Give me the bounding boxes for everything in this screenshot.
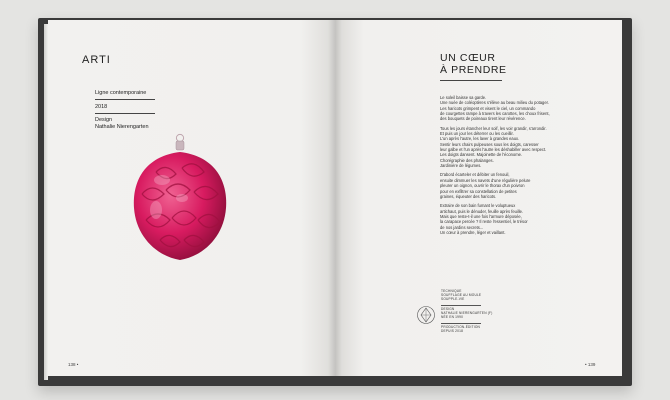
- credits-block: [415, 290, 495, 334]
- cristallerie-logo-icon: [416, 305, 436, 325]
- technique-value: SOUPPLE-VIE: [441, 296, 465, 301]
- poem-line: de nos jardins secrets...: [440, 224, 484, 230]
- design-label: Design: [95, 117, 113, 124]
- product-meta: [95, 90, 155, 131]
- right-page-title: [440, 52, 560, 81]
- title-line-2: À PRENDRE: [440, 64, 507, 76]
- artichoke-ornament-icon: [126, 132, 234, 266]
- technique-label: TECHNIQUE: [441, 289, 462, 293]
- product-year: 2018: [95, 103, 108, 110]
- poem-stanza: [440, 172, 590, 199]
- book-gutter: [328, 20, 342, 376]
- credit-technique: [441, 290, 495, 302]
- right-page-number: • 139: [585, 362, 596, 367]
- design-value: NATHALIE NIERENGARTEN (F): [441, 311, 493, 316]
- poem-line: Chorégraphie des phalanges.: [440, 157, 494, 163]
- title-line-1: UN CŒUR: [440, 52, 496, 64]
- poem-stanza: [440, 126, 590, 169]
- poem-line: Une nuée de coléoptères s'élève au beau milieu du potager.: [440, 100, 549, 106]
- poem-stanza: [440, 95, 590, 122]
- poem-line: pleurer un oignon, ouvrir le thorax d'un poivron: [440, 183, 525, 189]
- production-label: PRODUCTION-ÉDITION: [441, 325, 481, 330]
- credits-divider: [441, 305, 481, 306]
- poem-line: Les doigts dansent. Majoinette de l'économe.: [440, 152, 523, 158]
- poem-line: graines, équeuter des haricots.: [440, 193, 497, 199]
- poem-line: D'abord écarteler et débiter un fenouil,: [440, 172, 510, 178]
- poem-line: ensuite dimmuer les navets d'une régulière pelure: [440, 177, 531, 183]
- product-line: Ligne contemporaine: [95, 90, 147, 96]
- poem-stanza: [440, 203, 590, 235]
- poem-line: Jardinière de légumes.: [440, 163, 482, 169]
- poem-line: L'un après l'autre, les laver à grandes eaux.: [440, 136, 520, 142]
- production-value: DEPUIS 2018: [441, 329, 464, 334]
- poem-line: pour en exfiltrer sa constellation de petites: [440, 188, 517, 194]
- poem-line: des bouquets de poireaux tirent leur révérence.: [440, 116, 526, 122]
- meta-divider: [95, 113, 155, 114]
- poem-line: Un cœur à prendre, léger et vaillant.: [440, 229, 506, 235]
- poem-line: la carapace percée ? Il reste l'essentiel, le trésor: [440, 219, 528, 225]
- poem-line: Le soleil baisse sa garde.: [440, 95, 487, 100]
- poem-line: Sentir leurs chairs pulpeuses sous les doigts, caresser: [440, 141, 539, 147]
- poem-line: Et puis un jour les déterrer ou les cueillir.: [440, 131, 514, 137]
- meta-divider: [95, 99, 155, 100]
- left-page-title: ARTI: [82, 54, 111, 66]
- poem-line: de courgettes rampe à travers les carottes, les choux frisent,: [440, 111, 550, 117]
- page-edges: [44, 24, 48, 380]
- credits-divider: [441, 323, 481, 324]
- poem-line: Mais que reste-t-il une fois l'armure déposée,: [440, 213, 522, 219]
- credit-production: [441, 326, 495, 334]
- title-divider: [440, 80, 502, 81]
- credit-design: [441, 308, 495, 320]
- poem-line: Tous les jours étancher leur soif, les voir grandir, s'arrondir.: [440, 125, 547, 131]
- technique-value: SOUFFLAGE AU MOULE: [441, 292, 482, 297]
- design-label: DESIGN: [441, 307, 455, 312]
- left-page-number: 138 •: [68, 362, 79, 367]
- poem-line: Extraire de son bain fumant le voluptueux: [440, 203, 516, 209]
- poem-line: Les haricots grimpent et visent le ciel, un commando: [440, 105, 536, 111]
- designer-name: Nathalie Nierengarten: [95, 124, 149, 131]
- poem-line: artichaut, puis le dénuder, feuille après feuille.: [440, 208, 524, 214]
- poem: [440, 95, 590, 239]
- design-born: NÉE EN 1990: [441, 315, 464, 320]
- poem-line: leur galbe et l'un après l'autre les déshabiller avec respect.: [440, 147, 547, 153]
